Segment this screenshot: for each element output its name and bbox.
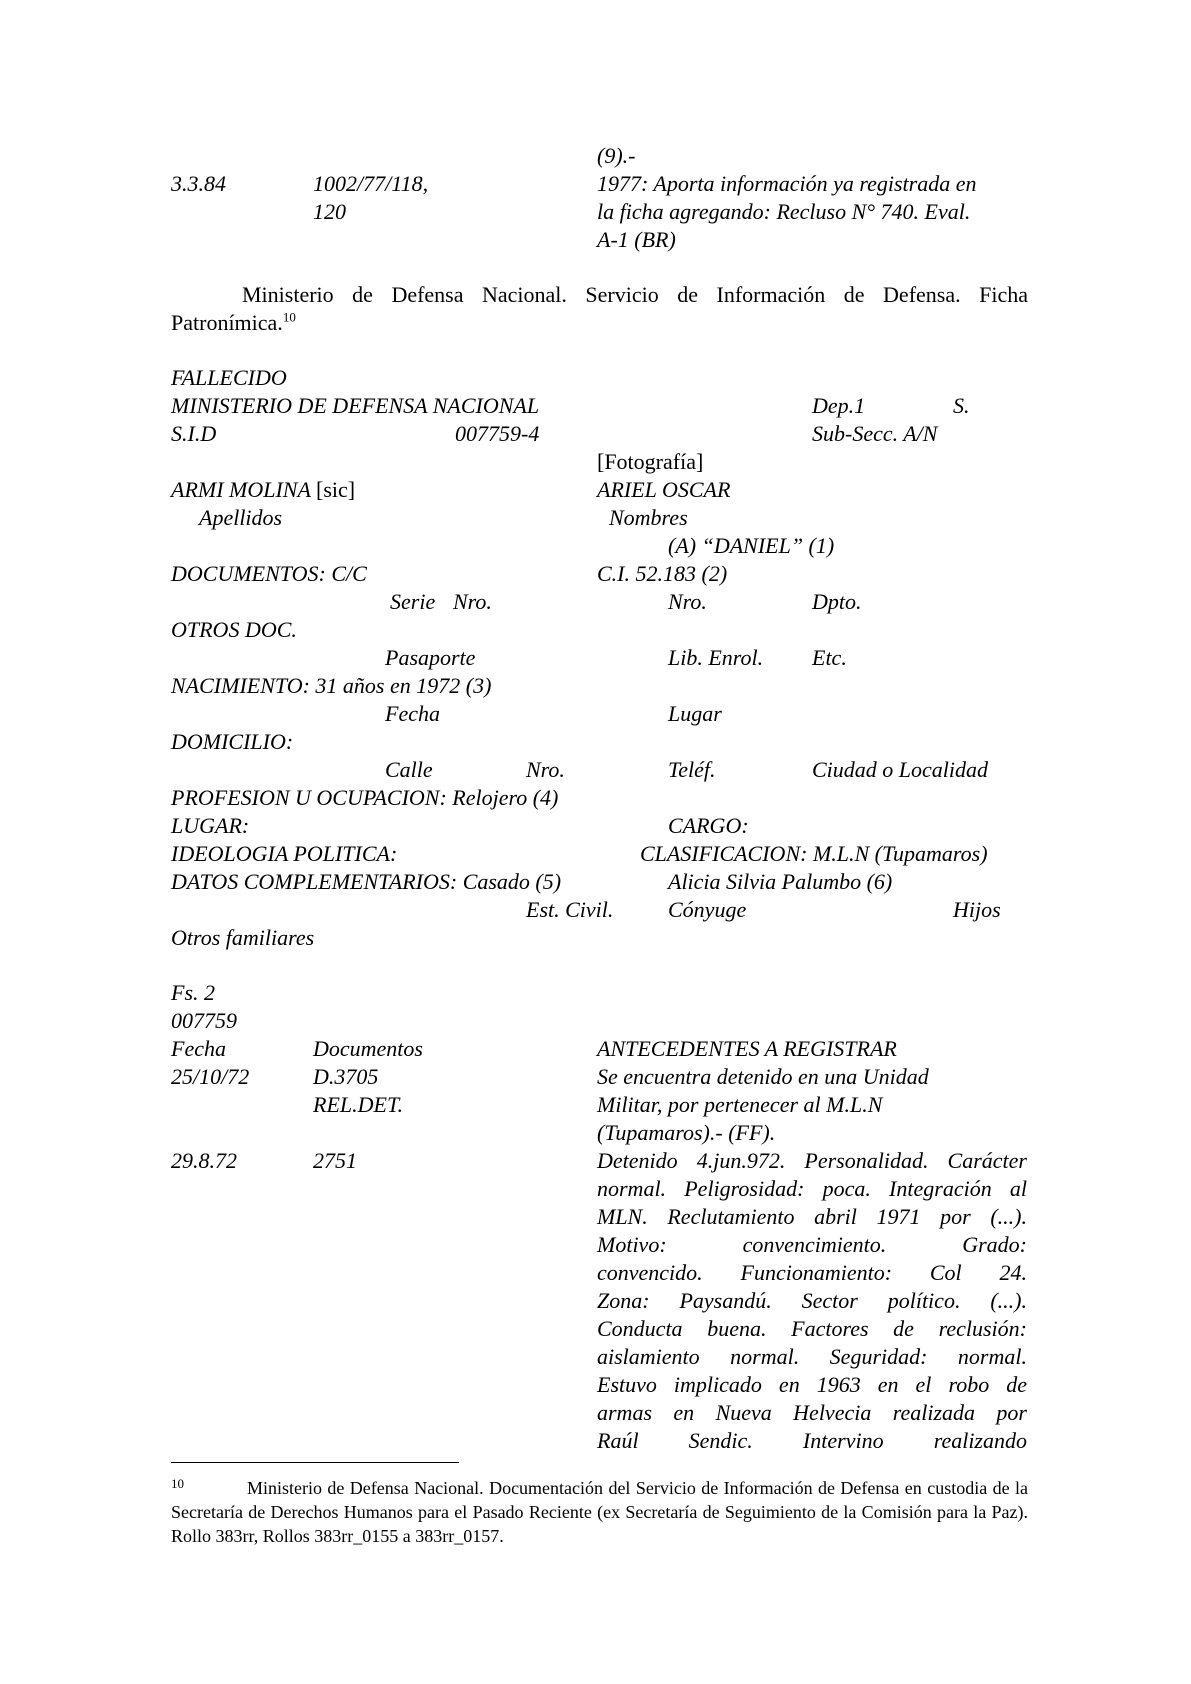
cargo-label: CARGO:: [668, 813, 749, 838]
intro-paragraph-line-1: Ministerio de Defensa Nacional. Servicio de Información de Defensa. Ficha: [242, 282, 1028, 307]
dep-label: Dep.1: [812, 393, 866, 418]
entry-text-line: convencido. Funcionamiento: Col 24.: [597, 1260, 1027, 1285]
ciudad-label: Ciudad o Localidad: [812, 757, 989, 782]
sic-note: [sic]: [316, 477, 356, 502]
footnote-separator: [171, 1462, 459, 1463]
lugar-label: Lugar: [668, 701, 722, 726]
documentos-label: DOCUMENTOS: C/C: [171, 561, 367, 586]
entry-date: 29.8.72: [171, 1148, 237, 1173]
nacimiento-line: NACIMIENTO: 31 años en 1972 (3): [171, 673, 492, 698]
entry-text-line: Estuvo implicado en 1963 en el robo de: [597, 1372, 1027, 1397]
entry-document: 1002/77/118,: [313, 171, 429, 196]
entry-date: 3.3.84: [171, 171, 226, 196]
nro-label: Nro.: [668, 589, 707, 614]
telef-label: Teléf.: [668, 757, 716, 782]
calle-label: Calle: [385, 757, 433, 782]
folio-number: 007759: [171, 1008, 237, 1033]
entry-text-line: armas en Nueva Helvecia realizada por: [597, 1400, 1027, 1425]
footnote: [171, 1476, 1028, 1548]
conyuge-label: Cónyuge: [668, 897, 747, 922]
nombres-label: Nombres: [609, 505, 688, 530]
file-number: 007759-4: [455, 421, 540, 446]
entry-text-line: A-1 (BR): [597, 227, 676, 252]
intro-text: Patronímica.: [171, 310, 283, 335]
fecha-label: Fecha: [385, 701, 440, 726]
entry-text-line: 1977: Aporta información ya registrada en: [597, 171, 977, 196]
entry-text-line: (Tupamaros).- (FF).: [597, 1120, 776, 1145]
footnote-text: Ministerio de Defensa Nacional. Documentación del Servicio de Información de Defensa en custodia de la Secretaría de Derechos Humanos para el Pasado Reciente (ex Secretaría de Seguimiento de la Comisión para la Paz). Rollo 383rr, Rollos 383rr_0155 a 383rr_0157.: [171, 1478, 1028, 1546]
etc-label: Etc.: [812, 645, 847, 670]
surname-value: ARMI MOLINA: [171, 477, 311, 502]
ideologia-label: IDEOLOGIA POLITICA:: [171, 841, 398, 866]
otros-doc-label: OTROS DOC.: [171, 617, 297, 642]
spouse-name: Alicia Silvia Palumbo (6): [668, 869, 893, 894]
footnote-reference: 10: [282, 309, 296, 325]
entry-date: 25/10/72: [171, 1064, 250, 1089]
hijos-label: Hijos: [953, 897, 1001, 922]
lib-enrol-label: Lib. Enrol.: [668, 645, 764, 670]
fallecido-label: FALLECIDO: [171, 365, 287, 390]
entry-text-line: Se encuentra detenido en una Unidad: [597, 1064, 929, 1089]
profesion-line: PROFESION U OCUPACION: Relojero (4): [171, 785, 559, 810]
entry-text-line: Detenido 4.jun.972. Personalidad. Carácter: [597, 1148, 1027, 1173]
serie-label: Serie: [390, 589, 436, 614]
dpto-label: Dpto.: [812, 589, 862, 614]
entry-text-line: Militar, por pertenecer al M.L.N: [597, 1092, 883, 1117]
lugar-field-label: LUGAR:: [171, 813, 250, 838]
photo-placeholder: [Fotografía]: [597, 449, 704, 474]
column-header-documentos: Documentos: [313, 1036, 423, 1061]
footnote-number: 10: [171, 1476, 184, 1491]
domicilio-label: DOMICILIO:: [171, 729, 294, 754]
folio-label: Fs. 2: [171, 980, 215, 1005]
est-civil-label: Est. Civil.: [526, 897, 614, 922]
entry-text-line: la ficha agregando: Recluso N° 740. Eval.: [597, 199, 971, 224]
subsecc-label: Sub-Secc. A/N: [812, 421, 938, 446]
s-label: S.: [953, 393, 970, 418]
entry-text-block: [597, 1147, 1027, 1455]
apellidos-label: Apellidos: [199, 505, 283, 530]
clasificacion-value: CLASIFICACION: M.L.N (Tupamaros): [640, 841, 988, 866]
given-names-value: ARIEL OSCAR: [597, 477, 731, 502]
sid-label: S.I.D: [171, 421, 217, 446]
entry-text-line: Zona: Paysandú. Sector político. (...).: [597, 1288, 1027, 1313]
surname-line: [171, 476, 355, 504]
entry-document: D.3705: [313, 1064, 379, 1089]
entry-document-cont: REL.DET.: [313, 1092, 404, 1117]
intro-paragraph-line-2: [171, 309, 296, 337]
otros-familiares-label: Otros familiares: [171, 925, 315, 950]
entry-text-line: normal. Peligrosidad: poca. Integración al: [597, 1176, 1027, 1201]
entry-text-line: Raúl Sendic. Intervino realizando: [597, 1428, 1027, 1453]
ci-value: C.I. 52.183 (2): [597, 561, 728, 586]
ministerio-header: MINISTERIO DE DEFENSA NACIONAL: [171, 393, 540, 418]
entry-document: 2751: [313, 1148, 357, 1173]
entry-text-line: Conducta buena. Factores de reclusión:: [597, 1316, 1027, 1341]
entry-text-line: MLN. Reclutamiento abril 1971 por (...).: [597, 1204, 1027, 1229]
nro-label: Nro.: [526, 757, 565, 782]
column-header-fecha: Fecha: [171, 1036, 226, 1061]
entry-document-cont: 120: [313, 199, 346, 224]
entry-text-line: aislamiento normal. Seguridad: normal.: [597, 1344, 1027, 1369]
nro-label: Nro.: [453, 589, 492, 614]
alias-value: (A) “DANIEL” (1): [668, 533, 835, 558]
datos-complementarios: DATOS COMPLEMENTARIOS: Casado (5): [171, 869, 562, 894]
column-header-antecedentes: ANTECEDENTES A REGISTRAR: [597, 1036, 897, 1061]
continuation-marker: (9).-: [597, 143, 636, 168]
pasaporte-label: Pasaporte: [385, 645, 476, 670]
entry-text-line: Motivo: convencimiento. Grado:: [597, 1232, 1027, 1257]
